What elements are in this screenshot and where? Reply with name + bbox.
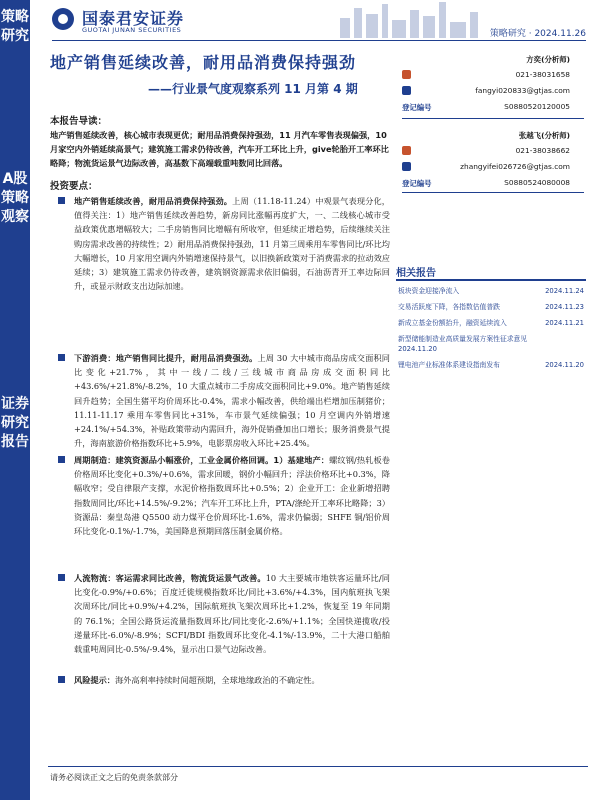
guide-heading: 本报告导读：: [50, 116, 108, 127]
registration-label: 登记编号: [402, 103, 432, 112]
header-date: 策略研究 · 2024.11.26: [489, 29, 586, 39]
bullet-icon: [58, 354, 65, 361]
bullet-text: 上周（11.18-11.24）中观景气表现分化，值得关注：1）地产销售延续改善趋势，新房同比涨幅再度扩大，一、二线核心城市受益政策优惠增幅较大；二手房销售同比增幅有所收窄，但延续正增趋势，后续继续关注购房需求改善的持续性；2）耐用品消费保持强劲，11 月第三周乘用车零售同比/环比均大幅增长，10 月家用空调内外销增速保持景气，以旧换新政策对于消费需求的拉动效应延续；3）建筑施工需求仍待改善，建筑钢资源需求依旧偏弱，石油沥青开工率边际回升，或显示财政支出边际加速。: [74, 196, 390, 292]
list-item: [50, 673, 390, 687]
analyst-divider: [402, 118, 584, 119]
brand-name: 国泰君安证券: [82, 9, 185, 28]
list-item: [50, 571, 390, 656]
bullet-lead: 下游消费：地产销售同比提升，耐用品消费强劲。: [74, 353, 258, 363]
list-item: [50, 351, 390, 450]
phone-icon: [402, 70, 411, 79]
analyst-phone: 021-38038662: [515, 146, 570, 155]
bullet-text: 海外高利率持续时间超预期，全球地缘政治的不确定性。: [114, 675, 320, 685]
footer-divider: [48, 766, 588, 767]
analyst-phone: 021-38031658: [515, 70, 570, 79]
bullet-icon: [58, 197, 65, 204]
guide-text: 地产销售延续改善，核心城市表现更优；耐用品消费保持强劲，11 月汽车零售表现偏强，10 月家空内外销延续高景气；建筑施工需求仍待改善，汽车开工环比上升，give轮胎开工率环比略降；物流货运景气边际改善，高基数下高端载重吨数同比回落。: [50, 130, 389, 168]
related-report-link[interactable]: 新成立基金份额抬升，融资延续流入 2024.11.21: [398, 319, 584, 327]
analyst-registration: S0880524080008: [504, 178, 570, 187]
related-report-link[interactable]: 交易活跃度下降，各指数估值普跌 2024.11.23: [398, 303, 584, 311]
bullet-lead: 风险提示：: [74, 675, 115, 685]
brand-name-en: GUOTAI JUNAN SECURITIES: [82, 26, 182, 34]
related-report-link[interactable]: 板块资金迎接净流入 2024.11.24: [398, 287, 584, 295]
analyst-name: 张越飞(分析师): [518, 131, 570, 140]
disclaimer-note: 请务必阅读正文之后的免责条款部分: [50, 773, 178, 782]
analyst-email[interactable]: fangyi020833@gtjas.com: [475, 86, 570, 95]
sidebar-doc-type: 证券研究报告: [1, 396, 29, 450]
list-item: [50, 453, 390, 538]
bullet-icon: [58, 456, 65, 463]
left-sidebar: [0, 0, 30, 800]
email-icon: [402, 162, 411, 171]
skyline-decoration-icon: [330, 0, 490, 38]
report-subtitle: ——行业景气度观察系列 11 月第 4 期: [148, 82, 358, 96]
related-report-link[interactable]: 锂电池产业标准体系建设指南发布 2024.11.20: [398, 361, 584, 369]
report-title: 地产销售延续改善，耐用品消费保持强劲: [50, 53, 357, 72]
sidebar-category: 策略研究: [1, 9, 29, 44]
analyst-divider: [402, 192, 584, 193]
related-report-link[interactable]: 新型储能制造业高质量发展方案性征求意见 2024.11.20: [398, 335, 528, 353]
related-reports-heading: 相关报告: [396, 268, 436, 279]
bullet-lead: 地产销售延续改善，耐用品消费保持强劲。: [74, 196, 233, 206]
analyst-name: 方奕(分析师): [526, 55, 570, 64]
points-heading: 投资要点：: [50, 181, 98, 192]
bullet-text: 螺纹钢/热轧板卷价格周环比变化+0.3%/+0.6%，需求回暖，钢价小幅回升；浮法价格环比+0.3%，降幅收窄；受自律限产支撑，水泥价格指数周环比+0.5%；2）企业开工：企业新增招聘指数周同比/环比+14.5%/-9.2%；汽车开工环比上升，PTA/涤纶开工率环比略降；3）资源品：秦皇岛港 Q5500 动力煤平仓价周环比-1.6%，需求仍偏弱；SHFE 铜/铝价周环比变化-0.1%/-1.7%，美国降息预期回落压制金属价格。: [74, 455, 390, 537]
analyst-registration: S0880520120005: [504, 102, 570, 111]
company-logo-icon: [52, 8, 74, 30]
registration-label: 登记编号: [402, 179, 432, 188]
related-reports-divider: [396, 279, 586, 281]
phone-icon: [402, 146, 411, 155]
email-icon: [402, 86, 411, 95]
header-divider: [52, 40, 586, 41]
bullet-lead: 人流物流：客运需求同比改善，物流货运景气改善。: [74, 573, 266, 583]
bullet-text: 上周 30 大中城市商品房成交面积同比变化+21.7%，其中一线/二线/三线城市商品房成交面积同比+43.6%/+21.8%/-8.2%，10 大重点城市二手房成交面积同比+9.0%。地产销售延续回升趋势；全国生猪平均价周环比-0.4%，需求小幅改善，供给端出栏增加压制猪价；11.11-11.17 乘用车零售同比+31%，车市景气延续偏强；10 月空调内外销增速+24.1%/+54.3%，补贴政策带动内需回升，海外促销叠加出口增长；服务消费景气提升，海南旅游价格指数环比+5.9%，电影票房收入环比+25.4%。: [74, 353, 390, 449]
list-item: [50, 194, 390, 293]
bullet-lead: 周期制造：建筑资源品小幅涨价，工业金属价格回调。1）基建地产：: [74, 455, 330, 465]
analyst-email[interactable]: zhangyifei026726@gtjas.com: [460, 162, 570, 171]
bullet-text: 10 大主要城市地铁客运量环比/同比变化-0.9%/+0.6%；百度迁徙规模指数环比/同比+3.6%/+4.3%，国内航班执飞架次周环比/同比+0.9%/+4.2%，国际航班执飞架次周环比+1.2%，恢复至 19 年同期的 76.1%；全国公路货运流量指数周环比/同比变化-2.6%/+1.1%；全国快递揽收/投递量环比-6.0%/-8.9%；SCFI/BDI 指数周环比变化-4.1%/-13.9%，二十大港口船舶载重吨周同比-0.5%/-9.4%，显示出口景气边际改善。: [74, 573, 390, 655]
bullet-icon: [58, 676, 65, 683]
sidebar-report-type: A股策略观察: [1, 171, 29, 225]
page-header: [30, 0, 600, 42]
bullet-icon: [58, 574, 65, 581]
